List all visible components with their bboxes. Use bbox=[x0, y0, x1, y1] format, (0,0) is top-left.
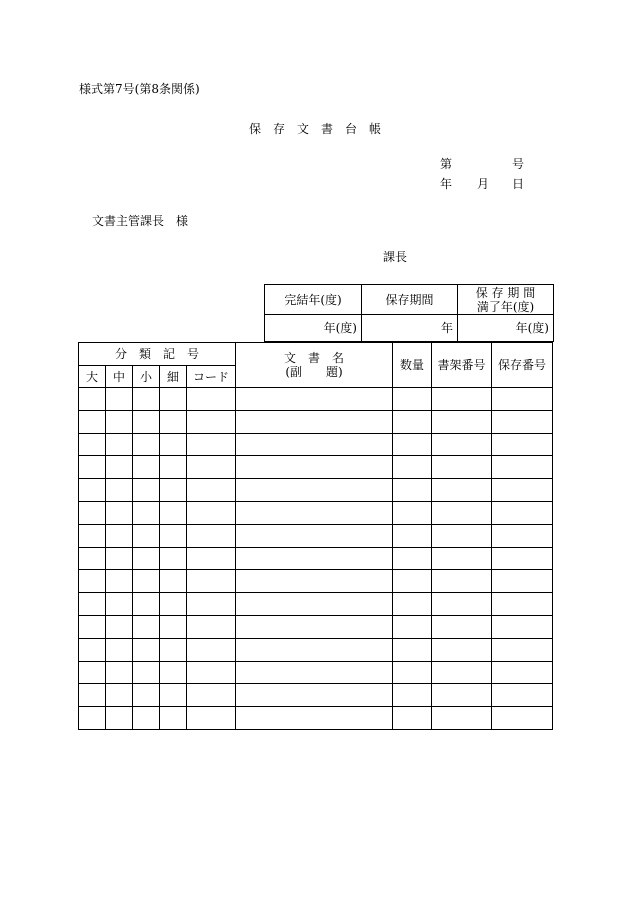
table-row bbox=[79, 684, 553, 707]
document-name-cell bbox=[236, 433, 393, 456]
shelf-number-cell bbox=[432, 638, 492, 661]
class-detail-cell bbox=[160, 707, 187, 730]
date-year: 年 bbox=[440, 177, 453, 191]
document-name-cell bbox=[236, 501, 393, 524]
class-code-cell bbox=[187, 524, 236, 547]
class-code-cell bbox=[187, 433, 236, 456]
date-day: 日 bbox=[512, 177, 525, 191]
class-minor-cell bbox=[133, 388, 160, 411]
class-middle-cell bbox=[106, 661, 133, 684]
table-row bbox=[79, 433, 553, 456]
class-minor-cell bbox=[133, 501, 160, 524]
shelf-number-cell bbox=[432, 615, 492, 638]
quantity-cell bbox=[393, 547, 432, 570]
quantity-cell bbox=[393, 524, 432, 547]
table-row bbox=[79, 570, 553, 593]
storage-number-cell bbox=[492, 388, 553, 411]
class-code-cell bbox=[187, 661, 236, 684]
class-middle-cell bbox=[106, 456, 133, 479]
quantity-cell bbox=[393, 433, 432, 456]
quantity-cell bbox=[393, 593, 432, 616]
class-middle-cell bbox=[106, 410, 133, 433]
class-major-cell bbox=[79, 388, 106, 411]
expiry-year-header bbox=[458, 285, 554, 315]
shelf-number-cell bbox=[432, 684, 492, 707]
table-row bbox=[79, 410, 553, 433]
class-minor-cell bbox=[133, 433, 160, 456]
class-major-cell bbox=[79, 479, 106, 502]
class-major-cell bbox=[79, 615, 106, 638]
document-name-cell bbox=[236, 615, 393, 638]
page-title: 保 存 文 書 台 帳 bbox=[248, 122, 381, 136]
class-major-cell bbox=[79, 593, 106, 616]
ledger-rows bbox=[79, 388, 553, 730]
class-detail-cell bbox=[160, 570, 187, 593]
shelf-number-cell bbox=[432, 388, 492, 411]
class-major-header: 大 bbox=[79, 366, 106, 388]
quantity-cell bbox=[393, 707, 432, 730]
class-detail-cell bbox=[160, 388, 187, 411]
class-major-cell bbox=[79, 638, 106, 661]
document-name-cell bbox=[236, 570, 393, 593]
document-name-cell bbox=[236, 638, 393, 661]
table-row bbox=[79, 479, 553, 502]
quantity-cell bbox=[393, 638, 432, 661]
table-row bbox=[79, 524, 553, 547]
table-row bbox=[79, 501, 553, 524]
class-major-cell bbox=[79, 547, 106, 570]
table-row bbox=[79, 593, 553, 616]
class-detail-cell bbox=[160, 661, 187, 684]
quantity-cell bbox=[393, 661, 432, 684]
class-major-cell bbox=[79, 524, 106, 547]
table-row bbox=[79, 456, 553, 479]
class-middle-cell bbox=[106, 547, 133, 570]
class-middle-cell bbox=[106, 479, 133, 502]
table-row bbox=[79, 707, 553, 730]
storage-number-cell bbox=[492, 501, 553, 524]
storage-number-cell bbox=[492, 593, 553, 616]
class-detail-cell bbox=[160, 501, 187, 524]
shelf-number-cell bbox=[432, 479, 492, 502]
class-code-cell bbox=[187, 388, 236, 411]
class-code-cell bbox=[187, 615, 236, 638]
storage-number-cell bbox=[492, 684, 553, 707]
shelf-number-header: 書架番号 bbox=[432, 343, 492, 388]
class-minor-cell bbox=[133, 456, 160, 479]
storage-number-cell bbox=[492, 456, 553, 479]
class-major-cell bbox=[79, 707, 106, 730]
retention-period-value: 年 bbox=[362, 315, 458, 342]
class-middle-cell bbox=[106, 388, 133, 411]
storage-number-cell bbox=[492, 524, 553, 547]
class-detail-cell bbox=[160, 479, 187, 502]
document-name-line1: 文 書 名 bbox=[283, 351, 344, 365]
shelf-number-cell bbox=[432, 547, 492, 570]
document-name-cell bbox=[236, 661, 393, 684]
class-minor-cell bbox=[133, 615, 160, 638]
storage-number-cell bbox=[492, 615, 553, 638]
class-major-cell bbox=[79, 456, 106, 479]
class-code-cell bbox=[187, 479, 236, 502]
shelf-number-cell bbox=[432, 501, 492, 524]
class-middle-cell bbox=[106, 433, 133, 456]
class-middle-cell bbox=[106, 524, 133, 547]
shelf-number-cell bbox=[432, 707, 492, 730]
document-ledger-table bbox=[78, 342, 553, 730]
class-detail-cell bbox=[160, 684, 187, 707]
class-middle-cell bbox=[106, 707, 133, 730]
class-detail-header: 細 bbox=[160, 366, 187, 388]
expiry-year-value: 年(度) bbox=[458, 315, 554, 342]
class-code-cell bbox=[187, 638, 236, 661]
document-name-cell bbox=[236, 479, 393, 502]
storage-number-cell bbox=[492, 707, 553, 730]
quantity-cell bbox=[393, 570, 432, 593]
class-detail-cell bbox=[160, 524, 187, 547]
class-detail-cell bbox=[160, 456, 187, 479]
class-minor-cell bbox=[133, 570, 160, 593]
class-middle-header: 中 bbox=[106, 366, 133, 388]
shelf-number-cell bbox=[432, 661, 492, 684]
retention-period-header: 保存期間 bbox=[362, 285, 458, 315]
document-name-cell bbox=[236, 547, 393, 570]
date-month: 月 bbox=[477, 177, 490, 191]
completion-year-header: 完結年(度) bbox=[265, 285, 362, 315]
class-middle-cell bbox=[106, 615, 133, 638]
document-name-cell bbox=[236, 684, 393, 707]
shelf-number-cell bbox=[432, 524, 492, 547]
shelf-number-cell bbox=[432, 570, 492, 593]
class-minor-cell bbox=[133, 479, 160, 502]
storage-number-cell bbox=[492, 638, 553, 661]
class-code-cell bbox=[187, 707, 236, 730]
class-minor-cell bbox=[133, 547, 160, 570]
quantity-cell bbox=[393, 456, 432, 479]
quantity-cell bbox=[393, 501, 432, 524]
table-row bbox=[79, 388, 553, 411]
completion-year-value: 年(度) bbox=[265, 315, 362, 342]
document-name-cell bbox=[236, 524, 393, 547]
class-major-cell bbox=[79, 684, 106, 707]
shelf-number-cell bbox=[432, 433, 492, 456]
shelf-number-cell bbox=[432, 593, 492, 616]
class-middle-cell bbox=[106, 593, 133, 616]
class-major-cell bbox=[79, 661, 106, 684]
retention-period-table bbox=[264, 284, 554, 342]
storage-number-cell bbox=[492, 433, 553, 456]
class-detail-cell bbox=[160, 638, 187, 661]
storage-number-cell bbox=[492, 479, 553, 502]
class-minor-cell bbox=[133, 593, 160, 616]
table-row bbox=[79, 615, 553, 638]
class-middle-cell bbox=[106, 501, 133, 524]
class-middle-cell bbox=[106, 570, 133, 593]
classification-header: 分 類 記 号 bbox=[79, 343, 236, 366]
class-code-cell bbox=[187, 410, 236, 433]
quantity-cell bbox=[393, 479, 432, 502]
class-detail-cell bbox=[160, 615, 187, 638]
class-code-cell bbox=[187, 684, 236, 707]
expiry-header-line1: 保 存 期 間 bbox=[475, 285, 536, 300]
class-code-header: コード bbox=[187, 366, 236, 388]
class-code-cell bbox=[187, 501, 236, 524]
table-row bbox=[79, 638, 553, 661]
table-row bbox=[79, 547, 553, 570]
class-minor-cell bbox=[133, 638, 160, 661]
storage-number-cell bbox=[492, 410, 553, 433]
quantity-cell bbox=[393, 684, 432, 707]
quantity-cell bbox=[393, 410, 432, 433]
storage-number-cell bbox=[492, 661, 553, 684]
class-minor-cell bbox=[133, 661, 160, 684]
class-minor-header: 小 bbox=[133, 366, 160, 388]
form-number: 様式第7号(第8条関係) bbox=[79, 82, 200, 96]
document-name-header bbox=[236, 343, 393, 388]
class-minor-cell bbox=[133, 707, 160, 730]
class-middle-cell bbox=[106, 638, 133, 661]
storage-number-header: 保存番号 bbox=[492, 343, 553, 388]
storage-number-cell bbox=[492, 547, 553, 570]
class-major-cell bbox=[79, 433, 106, 456]
document-name-line2: (副 題) bbox=[285, 365, 343, 379]
class-detail-cell bbox=[160, 433, 187, 456]
section-chief: 課長 bbox=[383, 250, 408, 264]
class-detail-cell bbox=[160, 547, 187, 570]
document-name-cell bbox=[236, 593, 393, 616]
addressee: 文書主管課長 様 bbox=[92, 214, 189, 228]
storage-number-cell bbox=[492, 570, 553, 593]
number-suffix: 号 bbox=[512, 157, 525, 171]
class-middle-cell bbox=[106, 684, 133, 707]
class-minor-cell bbox=[133, 410, 160, 433]
quantity-cell bbox=[393, 388, 432, 411]
class-code-cell bbox=[187, 547, 236, 570]
class-minor-cell bbox=[133, 524, 160, 547]
class-code-cell bbox=[187, 593, 236, 616]
document-name-cell bbox=[236, 410, 393, 433]
table-row bbox=[79, 661, 553, 684]
class-code-cell bbox=[187, 570, 236, 593]
number-prefix: 第 bbox=[440, 157, 453, 171]
class-major-cell bbox=[79, 501, 106, 524]
class-major-cell bbox=[79, 570, 106, 593]
expiry-header-line2: 満了年(度) bbox=[476, 299, 535, 314]
class-minor-cell bbox=[133, 684, 160, 707]
quantity-header: 数量 bbox=[393, 343, 432, 388]
class-detail-cell bbox=[160, 410, 187, 433]
quantity-cell bbox=[393, 615, 432, 638]
shelf-number-cell bbox=[432, 410, 492, 433]
document-name-cell bbox=[236, 707, 393, 730]
class-major-cell bbox=[79, 410, 106, 433]
class-detail-cell bbox=[160, 593, 187, 616]
document-name-cell bbox=[236, 456, 393, 479]
shelf-number-cell bbox=[432, 456, 492, 479]
document-name-cell bbox=[236, 388, 393, 411]
class-code-cell bbox=[187, 456, 236, 479]
